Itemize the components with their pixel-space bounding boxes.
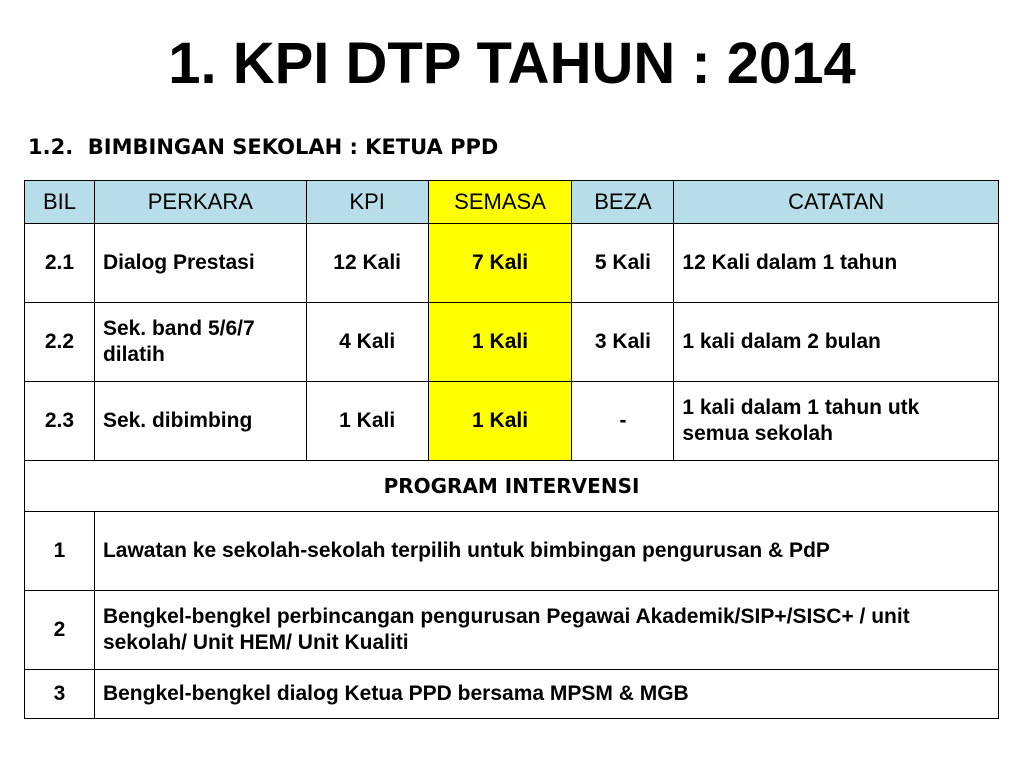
cell-catatan: 12 Kali dalam 1 tahun xyxy=(674,224,999,303)
cell-perkara: Sek. dibimbing xyxy=(94,382,306,461)
intervention-number: 3 xyxy=(25,670,95,719)
table-row xyxy=(25,224,999,303)
intervention-text: Lawatan ke sekolah-sekolah terpilih untuk bimbingan pengurusan & PdP xyxy=(94,512,998,591)
table-header-row xyxy=(25,181,999,224)
cell-beza: 5 Kali xyxy=(572,224,674,303)
header-semasa: SEMASA xyxy=(428,181,572,224)
cell-perkara: Sek. band 5/6/7 dilatih xyxy=(94,303,306,382)
cell-catatan: 1 kali dalam 1 tahun utk semua sekolah xyxy=(674,382,999,461)
intervention-text: Bengkel-bengkel dialog Ketua PPD bersama MPSM & MGB xyxy=(94,670,998,719)
header-kpi: KPI xyxy=(306,181,428,224)
table-row xyxy=(25,303,999,382)
cell-semasa: 7 Kali xyxy=(428,224,572,303)
intervention-row xyxy=(25,670,999,719)
header-beza: BEZA xyxy=(572,181,674,224)
cell-semasa: 1 Kali xyxy=(428,382,572,461)
cell-kpi: 1 Kali xyxy=(306,382,428,461)
intervention-row xyxy=(25,512,999,591)
kpi-table xyxy=(24,180,999,719)
cell-kpi: 4 Kali xyxy=(306,303,428,382)
program-heading: PROGRAM INTERVENSI xyxy=(25,461,999,512)
cell-beza: 3 Kali xyxy=(572,303,674,382)
header-perkara: PERKARA xyxy=(94,181,306,224)
program-heading-row xyxy=(25,461,999,512)
page-title: 1. KPI DTP TAHUN : 2014 xyxy=(168,31,856,96)
intervention-number: 2 xyxy=(25,591,95,670)
cell-perkara: Dialog Prestasi xyxy=(94,224,306,303)
cell-beza: - xyxy=(572,382,674,461)
cell-semasa: 1 Kali xyxy=(428,303,572,382)
cell-bil: 2.3 xyxy=(25,382,95,461)
intervention-text: Bengkel-bengkel perbincangan pengurusan Pegawai Akademik/SIP+/SISC+ / unit sekolah/ Unit HEM/ Unit Kualiti xyxy=(94,591,998,670)
cell-catatan: 1 kali dalam 2 bulan xyxy=(674,303,999,382)
cell-bil: 2.1 xyxy=(25,224,95,303)
section-subtitle: 1.2. BIMBINGAN SEKOLAH : KETUA PPD xyxy=(28,135,499,159)
header-bil: BIL xyxy=(25,181,95,224)
cell-kpi: 12 Kali xyxy=(306,224,428,303)
header-catatan: CATATAN xyxy=(674,181,999,224)
intervention-row xyxy=(25,591,999,670)
cell-bil: 2.2 xyxy=(25,303,95,382)
intervention-number: 1 xyxy=(25,512,95,591)
table-row xyxy=(25,382,999,461)
